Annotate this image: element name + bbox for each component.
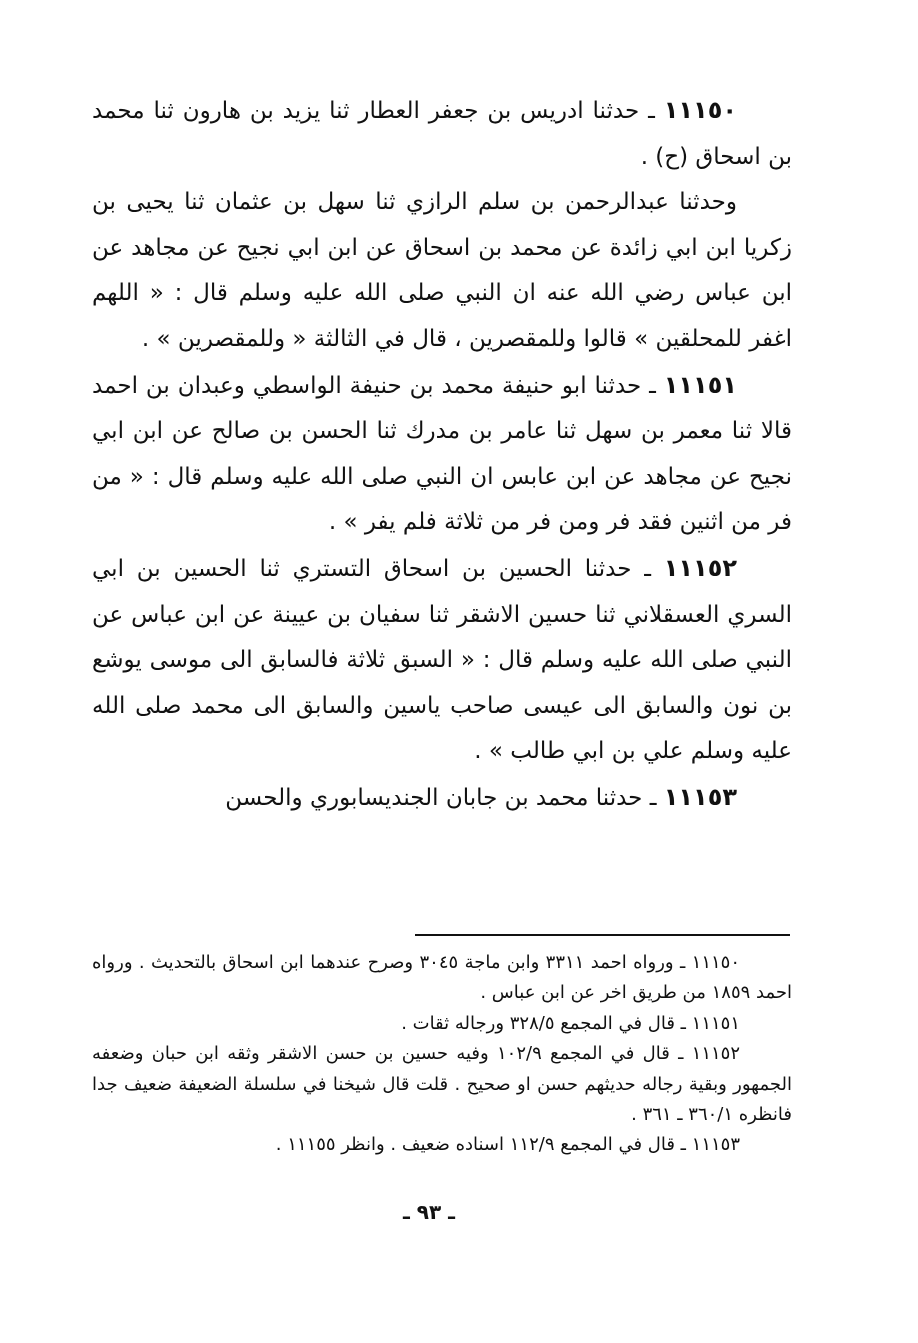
- hadith-number: ١١١٥١: [663, 370, 737, 399]
- main-text: [92, 88, 792, 822]
- hadith-11152: [92, 546, 792, 775]
- footnote-divider: [415, 934, 790, 936]
- hadith-11153: [92, 775, 792, 822]
- hadith-text: ـ حدثنا الحسين بن اسحاق التستري ثنا الحسين بن ابي السري العسقلاني ثنا حسين الاشقر ثنا سفيان بن عيينة عن ابن عباس عن النبي صلى الله عليه وسلم قال : « السبق ثلاثة فالسابق الى موسى يوشع بن نون والسابق الى عيسى صاحب ياسين والسابق الى محمد صلى الله عليه وسلم علي بن ابي طالب » .: [92, 555, 792, 765]
- hadith-11151: [92, 363, 792, 546]
- page-number: ـ ٩٣ ـ: [402, 1200, 456, 1224]
- hadith-text: ـ حدثنا ابو حنيفة محمد بن حنيفة الواسطي وعبدان بن احمد قالا ثنا معمر بن سهل ثنا عامر بن مدرك ثنا الحسن بن صالح عن ابن ابي نجيح عن مجاهد عن ابن عابس ان النبي صلى الله عليه وسلم قال : « من فر من اثنين فقد فر ومن فر من ثلاثة فلم يفر » .: [92, 372, 792, 536]
- hadith-text: ـ حدثنا ادريس بن جعفر العطار ثنا يزيد بن هارون ثنا محمد بن اسحاق (ح) .: [92, 98, 792, 170]
- hadith-11150-second-chain: [92, 180, 792, 362]
- footnote-11150: ١١١٥٠ ـ ورواه احمد ٣٣١١ وابن ماجة ٣٠٤٥ وصرح عندهما ابن اسحاق بالتحديث . ورواه احمد ١٨٥٩ من طريق اخر عن ابن عباس .: [92, 952, 792, 1004]
- footnotes: [92, 948, 792, 1161]
- hadith-number: ١١١٥٣: [663, 782, 737, 811]
- hadith-11150: [92, 88, 792, 180]
- footnote-11152: ١١١٥٢ ـ قال في المجمع ١٠٢/٩ وفيه حسين بن حسن الاشقر وثقه ابن حبان وضعفه الجمهور وبقية رجاله حديثهم حسن او صحيح . قلت قال شيخنا في سلسلة الضعيفة ضعيف جدا فانظره ٣٦٠/١ ـ ٣٦١ .: [92, 1043, 792, 1126]
- hadith-text: وحدثنا عبدالرحمن بن سلم الرازي ثنا سهل بن عثمان ثنا يحيى بن زكريا ابن ابي زائدة عن محمد بن اسحاق عن ابن ابي نجيح عن مجاهد عن ابن عباس رضي الله عنه ان النبي صلى الله عليه وسلم قال : « اللهم اغفر للمحلقين » قالوا وللمقصرين ، قال في الثالثة « وللمقصرين » .: [92, 189, 792, 352]
- footnote-11153: ١١١٥٣ ـ قال في المجمع ١١٢/٩ اسناده ضعيف . وانظر ١١١٥٥ .: [275, 1134, 740, 1156]
- hadith-number: ١١١٥٢: [663, 553, 737, 582]
- hadith-text: ـ حدثنا محمد بن جابان الجنديسابوري والحسن: [225, 784, 664, 811]
- hadith-number: ١١١٥٠: [663, 96, 737, 124]
- footnote-11151: ١١١٥١ ـ قال في المجمع ٣٢٨/٥ ورجاله ثقات .: [401, 1012, 740, 1034]
